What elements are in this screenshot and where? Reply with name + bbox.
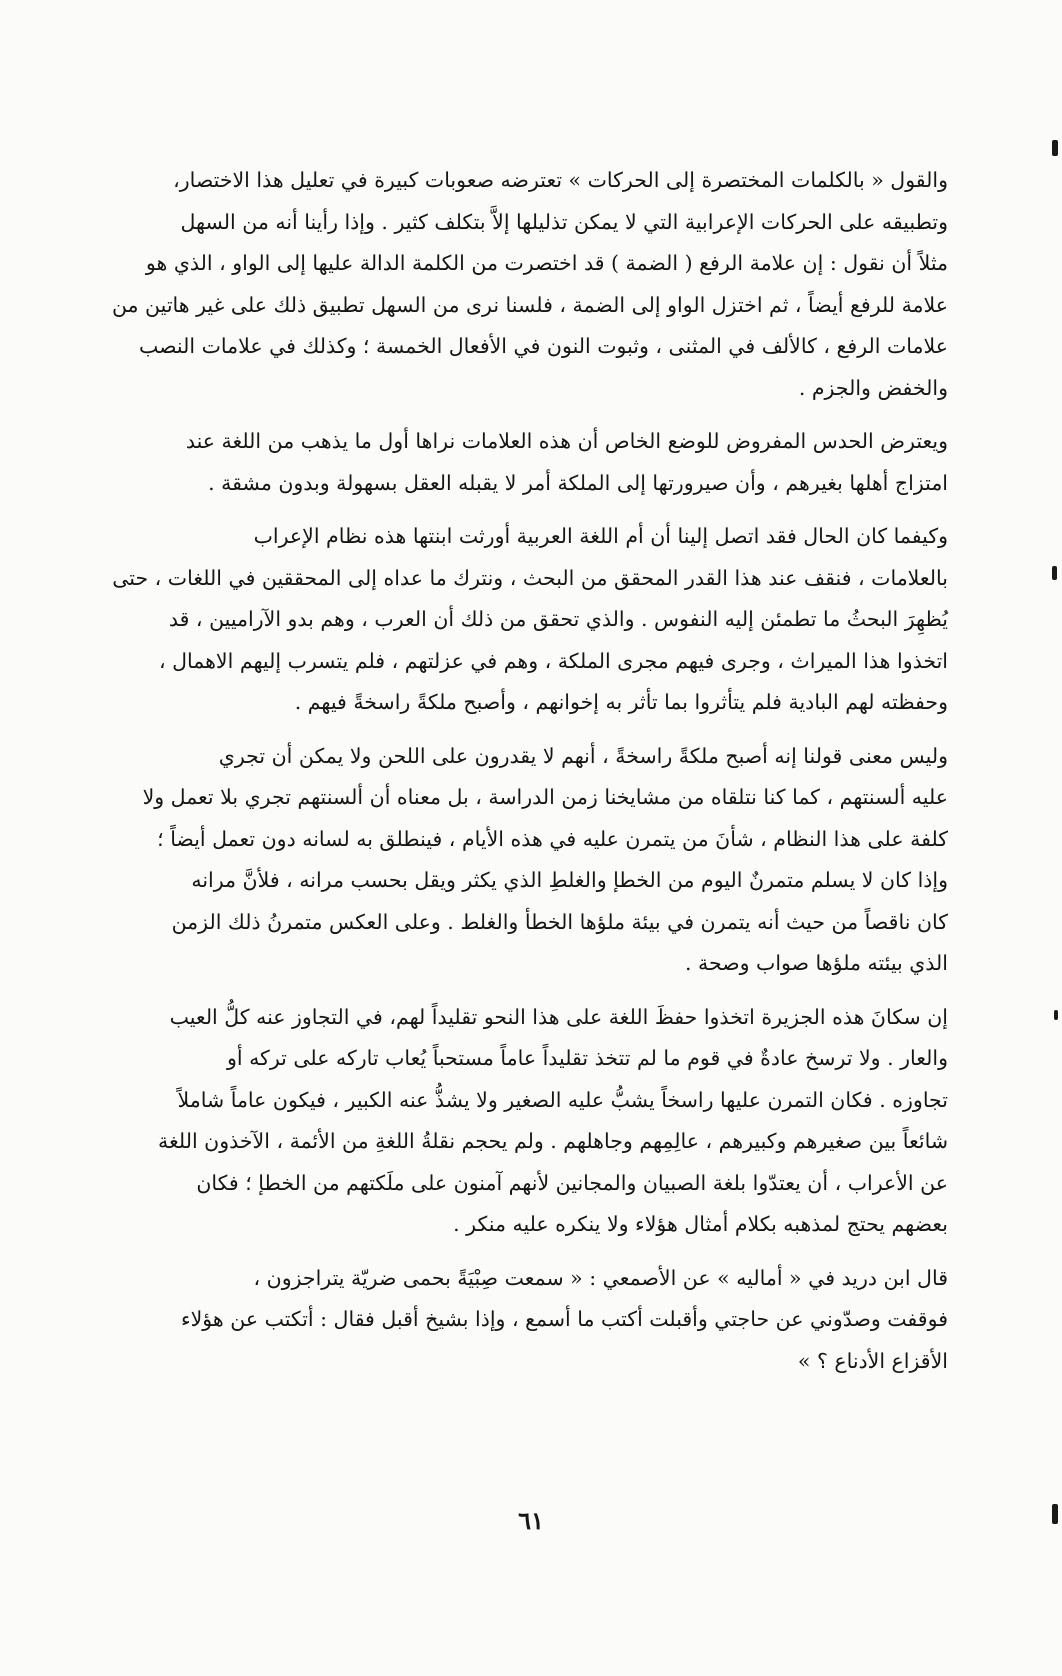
text-line: وتطبيقه على الحركات الإعرابية التي لا يمكن تذليلها إلاَّ بتكلف كثير . وإذا رأينا أنه من السهل (180, 209, 948, 234)
text-line: شائعاً بين صغيرهم وكبيرهم ، عالِمِهم وجاهلهم . ولم يحجم نقلةُ اللغةِ من الأئمة ، الآخذون اللغة (158, 1129, 948, 1153)
text-line: علامات الرفع ، كالألف في المثنى ، وثبوت النون في الأفعال الخمسة ؛ وكذلك في علامات النصب (139, 334, 948, 358)
text-line: كان ناقصاً من حيث أنه يتمرن في بيئة ملؤها الخطأ والغلط . وعلى العكس متمرنُ ذلك الزمن (171, 909, 948, 934)
text-line: مثلاً أن نقول : إن علامة الرفع ( الضمة ) قد اختصرت من الكلمة الدالة عليها إلى الواو ، الذي هو (145, 251, 948, 275)
text-line: والقول « بالكلمات المختصرة إلى الحركات » تعترضه صعوبات كبيرة في تعليل هذا الاختصار، (173, 168, 948, 192)
text-line: وليس معنى قولنا إنه أصبح ملكةً راسخةً ، أنهم لا يقدرون على اللحن ولا يمكن أن تجري (218, 743, 948, 768)
paragraph-6 (108, 1258, 948, 1383)
text-line: كلفة على هذا النظام ، شأنَ من يتمرن عليه في هذه الأيام ، فينطلق به لسانه دون تعمل أيضاً ؛ (157, 826, 948, 851)
text-line: الأقزاع الأدناع ؟ » (797, 1348, 948, 1373)
text-line: يُظهِرَ البحثُ ما تطمئن إليه النفوس . والذي تحقق من ذلك أن العرب ، وهم بدو الآراميين ، قد (168, 607, 948, 631)
text-line: إن سكانَ هذه الجزيرة اتخذوا حفظَ اللغة على هذا النحو تقليداً لهم، في التجاوز عنه كلُّ العيب (169, 1004, 948, 1029)
text-line: امتزاج أهلها بغيرهم ، وأن صيرورتها إلى الملكة أمر لا يقبله العقل بسهولة وبدون مشقة . (208, 470, 948, 495)
paragraph-2 (108, 421, 948, 504)
paragraph-4 (108, 736, 948, 985)
scan-edge-mark (1052, 1504, 1058, 1524)
paragraph-1 (108, 160, 948, 409)
text-line: وحفظته لهم البادية فلم يتأثروا بما تأثر به إخوانهم ، وأصبح ملكةً راسخةً فيهم . (294, 690, 948, 714)
scan-edge-mark (1052, 140, 1058, 156)
text-line: تجاوزه . فكان التمرن عليها راسخاً يشبُّ عليه الصغير ولا يشذُّ عنه الكبير ، فيكون عاماً شاملاً (177, 1087, 948, 1112)
text-line: اتخذوا هذا الميراث ، وجرى فيهم مجرى الملكة ، وهم في عزلتهم ، فلم يتسرب إليهم الاهمال ، (159, 648, 948, 673)
page-number: ٦١ (518, 1506, 544, 1535)
text-line: وكيفما كان الحال فقد اتصل إلينا أن أم اللغة العربية أورثت ابنتها هذه نظام الإعراب (253, 524, 948, 548)
text-line: وإذا كان لا يسلم متمرنٌ اليوم من الخطإ والغلطِ الذي يكثر ويقل بحسب مرانه ، فلأنَّ مرانه (191, 868, 948, 892)
text-line: بعضهم يحتج لمذهبه بكلام أمثال هؤلاء ولا ينكره عليه منكر . (453, 1212, 948, 1236)
text-line: بالعلامات ، فنقف عند هذا القدر المحقق من البحث ، ونترك ما عداه إلى المحققين في اللغات ، حتى (112, 565, 948, 590)
paragraph-5 (108, 997, 948, 1246)
text-line: علامة للرفع أيضاً ، ثم اختزل الواو إلى الضمة ، فلسنا نرى من السهل تطبيق ذلك على غير هاتين من (111, 292, 948, 317)
text-line: عليه ألسنتهم ، كما كنا نتلقاه من مشايخنا زمن الدراسة ، بل معناه أن ألسنتهم تجري بلا تعمل ولا (142, 785, 948, 809)
text-line: الذي بيئته ملؤها صواب وصحة . (684, 951, 948, 975)
text-line: فوقفت وصدّوني عن حاجتي وأقبلت أكتب ما أسمع ، وإذا بشيخ أقبل فقال : أتكتب عن هؤلاء (180, 1307, 948, 1331)
text-line: والعار . ولا ترسخ عادةٌ في قوم ما لم تتخذ تقليداً عاماً مستحباً يُعاب تاركه على تركه أو (226, 1046, 948, 1070)
text-line: والخفض والجزم . (798, 375, 948, 400)
paragraph-3 (108, 516, 948, 724)
text-line: عن الأعراب ، أن يعتدّوا بلغة الصبيان والمجانين لأنهم آمنون على ملَكتهم من الخطإ ؛ فكان (196, 1170, 948, 1195)
text-line: قال ابن دريد في « أماليه » عن الأصمعي : « سمعت صِبْيَةً بحمى ضريّة يتراجزون ، (253, 1265, 948, 1290)
text-line: ويعترض الحدس المفروض للوضع الخاص أن هذه العلامات نراها أول ما يذهب من اللغة عند (185, 429, 948, 453)
page-body (108, 160, 948, 1394)
scan-edge-mark (1052, 566, 1057, 580)
scan-edge-mark (1054, 1010, 1058, 1020)
